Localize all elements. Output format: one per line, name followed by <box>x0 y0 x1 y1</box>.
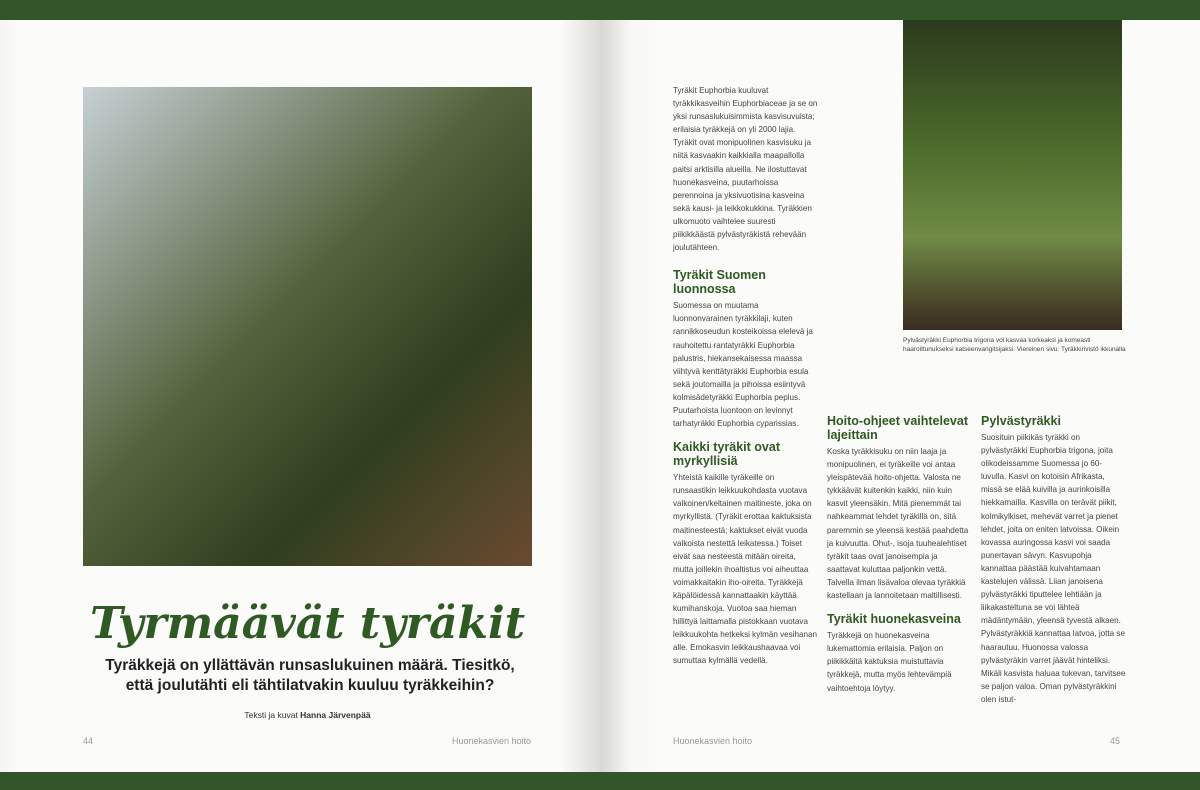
heading-myrkyllisia: Kaikki tyräkit ovat myrkyllisiä <box>673 440 780 469</box>
right-page <box>600 20 1200 772</box>
bottom-green-band <box>0 772 1200 790</box>
paragraph-huonekasveina: Tyräkkejä on huonekasveina lukemattomia erilaisia. Paljon on piikikkäitä kaktuksia muistuttavia tyräkkejä, mutta myös lehtevämpiä vaihtoehtoja löytyy. <box>827 631 952 693</box>
intro-paragraph: Tyräkit Euphorbia kuuluvat tyräkkikasveihin Euphorbiaceae ja se on yksi runsaslukuisimmista kasvisuvuista; erilaisia tyräkkejä on yli 2000 lajia. Tyräkit ovat monipuolinen kasvisuku ja niitä kasvaakin kaikkialla maapallolla paitsi arktisilla alueilla. Ne ilostuttavat huonekasveina, puutarhoissa perennoina ja yksivuotisina kasveina sekä kausi- ja leikkokukkina. Tyräkkien ulkomuoto vaihtelee suuresti piikikkäästä pylvästyräkistä rehevään joulutähteen. <box>673 86 818 253</box>
column-2 <box>827 414 972 695</box>
heading-huonekasveina: Tyräkit huonekasveina <box>827 612 961 627</box>
page-number-left: 44 <box>83 736 94 746</box>
heading-tyrakit-suomen-luonnossa: Tyräkit Suomen luonnossa <box>673 268 766 297</box>
paragraph-pylvastyrakki: Suosituin piikikäs tyräkki on pylvästyräkki Euphorbia trigona, joita olikodeissamme Suomessa jo 60-luvulla. Kasvi on kotoisin Afrikasta, missä se elää kuivilla ja aurinkoisilla hiekkamailla. Kasvilla on terävät piikit, kolmikylkiset, mehevät varret ja pienet lehdet, joita on eniten latvoissa. Oikein kovassa auringossa kasvi voi saada punertavan sävyn. Kasvupohja kannattaa päästää kuivahtamaan kastelujen välissä. Liian janoisena pylvästyräkki tiputtelee lehtiään ja liikakasteltuna se voi lähteä mädäntymään, yleensä tyvestä alkaen. Pylvästyräkkiä kannattaa latvoa, jotta se haarautuu. Huonossa valossa pylvästyräkin varret jäävät hinteliksi. Mikäli kasvista haluaa tukevan, tarvitsee se paljon valoa. Oman pylvästyräkkini olen istut- <box>981 433 1126 704</box>
running-head-right: Huonekasvien hoito <box>673 736 753 746</box>
article-credit <box>83 710 532 720</box>
running-head-left: Huonekasvien hoito <box>452 736 532 746</box>
photo-caption: Pylvästyräkki Euphorbia trigona voi kasvaa korkeaksi ja komeasti haaroittunukseksi katseenvangitsijaksi. Viereinen sivu: Tyräkkirivistö ikkunalla <box>903 337 1126 353</box>
heading-pylvastyrakki: Pylvästyräkki <box>981 414 1061 428</box>
credit-author: Hanna Järvenpää <box>300 710 371 720</box>
article-title: Tyrmäävät tyräkit <box>89 598 526 649</box>
article-subtitle: Tyräkkejä on yllättävän runsaslukuinen määrä. Tiesitkö, että joulutähti eli tähtilatvakin kuuluu tyräkkeihin? <box>105 657 515 694</box>
left-page <box>0 20 600 772</box>
column-3 <box>981 414 1126 706</box>
paragraph-hoito-ohjeet: Koska tyräkkisuku on niin laaja ja monipuolinen, ei tyräkeille voi antaa yleispätevää hoito-ohjetta. Valosta ne tykkäävät kuitenkin kaikki, niin kuin kasvit yleensäkin. Mitä pienemmät tai nahkeammat lehdet tyräkillä on, sitä paremmin se yleensä kestää paahdetta ja kuivuutta. Ohut-, isoja tuuhealehtiset tyräkit taas ovat janoisempia ja saattavat kuluttaa paljonkin vettä. Talvella ilman lisävaloa olevaa tyräkkiä kastellaan ja lannoitetaan maltillisesti. <box>827 447 969 601</box>
paragraph-myrkyllisia: Yhteistä kaikille tyräkeille on runsaastikin leikkuukohdasta vuotava valkoinen/keltainen maitineste, joka on myrkyllistä. (Tyräkit erottaa kaktuksista maitinesteestä; kaktukset eivät vuoda valkoista nestettä leikatessa.) Toiset eivät saa nesteestä mitään oireita, mutta joillekin ihoaltistus voi aiheuttaa voimakkaitakin iho-oireita. Tyräkkejä käpälöidessä kannattaakin käyttää kumihanskoja. Vuotoa saa hieman hillittyä laittamalla pistokkaan vuotava leikkuukohta hetkeksi kylmän vesihanan alle. Emokasvin leikkaushaavaa voi sumuttaa kylmällä vedellä. <box>673 473 817 666</box>
paragraph-suomen-luonnossa: Suomessa on muutama luonnonvarainen tyräkkilaji, kuten rannikkoseudun kosteikoissa elelevä ja rauhoitettu rantatyräkki Euphorbia palustris, hiekansekaisessa maassa viihtyvä kenttätyräkki Euphorbia esula sekä joutomailla ja pihoissa esiintyvä kolmisädetyräkki Euphorbia peplus. Puutarhoista luontoon on levinnyt tarhatyräkki Euphorbia cyparissias. <box>673 301 813 429</box>
heading-hoito-ohjeet: Hoito-ohjeet vaihtelevat lajeittain <box>827 414 968 442</box>
photo-euphorbia-trigona <box>903 20 1122 330</box>
column-1 <box>673 84 818 668</box>
photo-euphorbia-windowsill <box>83 87 532 566</box>
page-number-right: 45 <box>1110 736 1121 746</box>
top-green-band <box>0 0 1200 20</box>
credit-prefix: Teksti ja kuvat <box>244 710 298 720</box>
